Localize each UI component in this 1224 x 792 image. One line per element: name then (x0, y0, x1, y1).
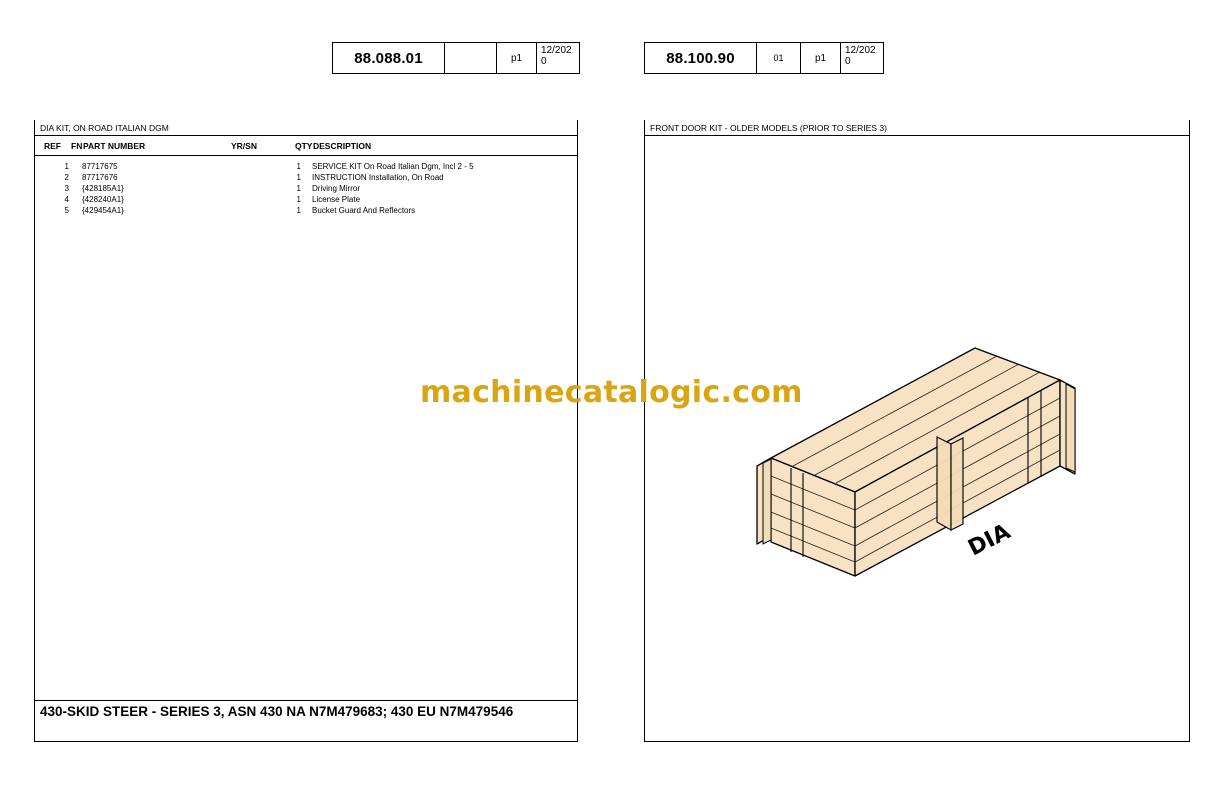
right-header-variant: 01 (757, 43, 801, 73)
cell-description: Driving Mirror (312, 184, 360, 193)
cell-qty: 1 (296, 195, 301, 204)
left-section-title: DIA KIT, ON ROAD ITALIAN DGM (34, 120, 578, 136)
table-row (35, 172, 577, 183)
cell-description: SERVICE KIT On Road Italian Dgm, Incl 2 - 5 (312, 162, 474, 171)
column-header-ref: REF (44, 141, 61, 151)
cell-qty: 1 (296, 173, 301, 182)
cell-part-number: {429454A1} (82, 206, 124, 215)
cell-ref: 5 (64, 206, 69, 215)
cell-part-number: 87717676 (82, 173, 118, 182)
cell-qty: 1 (296, 162, 301, 171)
illustration-panel (644, 136, 1190, 742)
cell-part-number: {428185A1} (82, 184, 124, 193)
left-page-number: p1 (497, 43, 537, 73)
cell-qty: 1 (296, 184, 301, 193)
right-page-header (644, 42, 884, 74)
column-header-yrsn: YR/SN (231, 141, 257, 151)
column-header-fn: FN (71, 141, 83, 151)
cell-description: INSTRUCTION Installation, On Road (312, 173, 444, 182)
cell-description: Bucket Guard And Reflectors (312, 206, 416, 215)
parts-table-body (34, 156, 578, 701)
right-section-title: FRONT DOOR KIT - OLDER MODELS (PRIOR TO SERIES 3) (644, 120, 1190, 136)
column-header-part-number: PART NUMBER (83, 141, 146, 151)
right-page-number: p1 (801, 43, 841, 73)
right-section-code: 88.100.90 (645, 43, 757, 73)
cell-qty: 1 (296, 206, 301, 215)
left-header-date: 12/2020 (541, 45, 572, 67)
cell-ref: 2 (64, 173, 69, 182)
left-section-code: 88.088.01 (333, 43, 445, 73)
table-row (35, 194, 577, 205)
table-row (35, 161, 577, 172)
site-watermark: machinecatalogic.com (420, 375, 803, 410)
cell-part-number: {428240A1} (82, 195, 124, 204)
cell-ref: 3 (64, 184, 69, 193)
wooden-shipping-crate-illustration (645, 136, 1189, 740)
cell-ref: 1 (64, 162, 69, 171)
left-header-blank-cell (445, 43, 497, 73)
table-row (35, 205, 577, 216)
column-header-qty: QTY (295, 141, 313, 151)
cell-part-number: 87717675 (82, 162, 118, 171)
parts-table-column-headers (34, 136, 578, 156)
crate-dia-label: DIA (964, 519, 1015, 562)
right-header-date: 12/2020 (845, 45, 876, 67)
cell-description: License Plate (312, 195, 361, 204)
column-header-description: DESCRIPTION (313, 141, 372, 151)
cell-ref: 4 (64, 195, 69, 204)
left-page-footer: 430-SKID STEER - SERIES 3, ASN 430 NA N7M479683; 430 EU N7M479546 (34, 701, 578, 742)
left-page-header (332, 42, 580, 74)
table-row (35, 183, 577, 194)
